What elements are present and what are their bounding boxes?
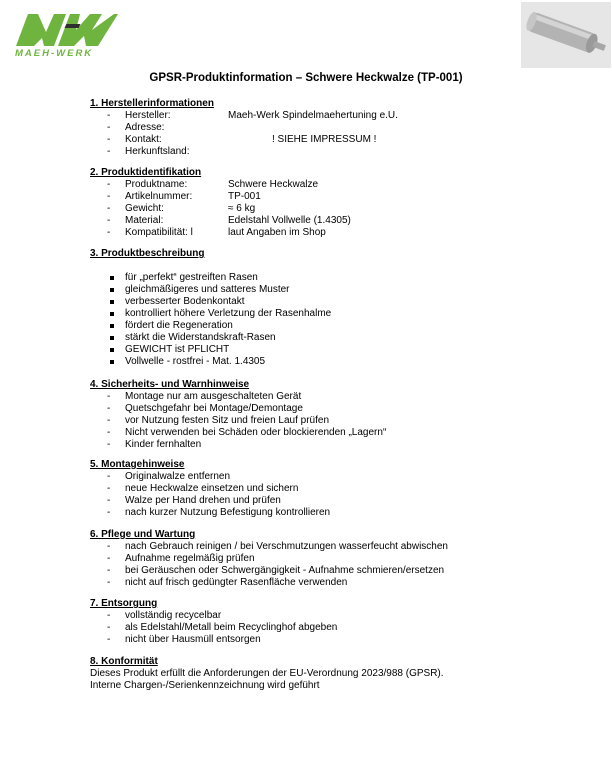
section-care-maintenance — [90, 529, 448, 589]
section-heading: 1. Herstellerinformationen — [90, 98, 214, 109]
row-label: Produktname: — [125, 179, 188, 190]
list-item — [90, 308, 332, 320]
list-item — [90, 356, 266, 368]
list-item-text: Kinder fernhalten — [125, 439, 202, 450]
info-row — [90, 191, 261, 203]
dash: - — [107, 565, 111, 576]
list-item — [90, 471, 231, 483]
list-item-text: für „perfekt“ gestreiften Rasen — [125, 272, 258, 283]
row-label: Herkunftsland: — [125, 146, 190, 157]
dash: - — [107, 495, 111, 506]
section-manufacturer — [90, 98, 398, 158]
info-row — [90, 146, 214, 158]
list-item-text: verbesserter Bodenkontakt — [125, 296, 245, 307]
list-item — [90, 622, 338, 634]
list-item — [90, 391, 302, 403]
dash: - — [107, 122, 111, 133]
info-row — [90, 227, 326, 239]
list-item — [90, 495, 281, 507]
list-item-text: nicht über Hausmüll entsorgen — [125, 634, 261, 645]
list-item — [90, 577, 348, 589]
dash: - — [107, 577, 111, 588]
section-heading: 7. Entsorgung — [90, 598, 158, 609]
info-row — [90, 203, 256, 215]
dash: - — [107, 439, 111, 450]
dash: - — [107, 471, 111, 482]
row-label: Adresse: — [125, 122, 165, 133]
section-conformity — [90, 656, 444, 692]
row-value: ! SIEHE IMPRESSUM ! — [272, 134, 377, 145]
dash: - — [107, 622, 111, 633]
list-item — [90, 320, 233, 332]
conformity-text: Dieses Produkt erfüllt die Anforderungen der EU-Verordnung 2023/988 (GPSR). — [90, 668, 444, 679]
dash: - — [107, 483, 111, 494]
list-item-text: fördert die Regeneration — [125, 320, 233, 331]
dash: - — [107, 179, 111, 190]
list-item-text: kontrolliert höhere Verletzung der Rasenhalme — [125, 308, 332, 319]
list-item-text: Vollwelle - rostfrei - Mat. 1.4305 — [125, 356, 266, 367]
dash: - — [107, 391, 111, 402]
list-item — [90, 634, 261, 646]
list-item-text: gleichmäßigeres und satteres Muster — [125, 284, 290, 295]
list-item-text: Quetschgefahr bei Montage/Demontage — [125, 403, 303, 414]
dash: - — [107, 191, 111, 202]
info-row — [90, 122, 214, 134]
list-item — [90, 296, 245, 308]
dash: - — [107, 146, 111, 157]
section-heading: 5. Montagehinweise — [90, 459, 185, 470]
section-disposal — [90, 598, 338, 646]
section-heading: 4. Sicherheits- und Warnhinweise — [90, 379, 250, 390]
section-product-description — [90, 248, 332, 368]
list-item-text: Walze per Hand drehen und prüfen — [125, 495, 281, 506]
list-item — [90, 403, 303, 415]
row-value: laut Angaben im Shop — [228, 227, 326, 238]
list-item-text: Aufnahme regelmäßig prüfen — [125, 553, 255, 564]
list-item — [90, 483, 299, 495]
row-value: Schwere Heckwalze — [228, 179, 319, 190]
dash: - — [107, 215, 111, 226]
row-value: Edelstahl Vollwelle (1.4305) — [228, 215, 351, 226]
bullet — [110, 288, 114, 292]
row-value: Maeh-Werk Spindelmaehertuning e.U. — [228, 110, 398, 121]
dash: - — [107, 415, 111, 426]
list-item — [90, 427, 387, 439]
list-item — [90, 439, 249, 451]
dash: - — [107, 134, 111, 145]
section-heading: 6. Pflege und Wartung — [90, 529, 196, 540]
bullet — [110, 348, 114, 352]
list-item-text: vollständig recycelbar — [125, 610, 222, 621]
section-installation — [90, 459, 331, 519]
list-item-text: Originalwalze entfernen — [125, 471, 231, 482]
dash: - — [107, 227, 111, 238]
row-label: Kompatibilität: l — [125, 227, 193, 238]
list-item-text: GEWICHT ist PFLICHT — [125, 344, 230, 355]
row-label: Gewicht: — [125, 203, 164, 214]
row-label: Hersteller: — [125, 110, 171, 121]
bullet — [110, 300, 114, 304]
info-row — [90, 134, 377, 146]
list-item — [90, 541, 448, 553]
bullet — [110, 336, 114, 340]
bullet — [110, 276, 114, 280]
row-value: ≈ 6 kg — [228, 203, 256, 214]
conformity-text: Interne Chargen-/Serienkennzeichnung wird geführt — [90, 680, 320, 691]
dash: - — [107, 507, 111, 518]
info-row — [90, 215, 351, 227]
section-heading: 8. Konformität — [90, 656, 158, 667]
dash: - — [107, 610, 111, 621]
bullet — [110, 312, 114, 316]
dash: - — [107, 427, 111, 438]
dash: - — [107, 403, 111, 414]
list-item — [90, 344, 230, 356]
section-product-identification — [90, 167, 351, 239]
list-item-text: nach Gebrauch reinigen / bei Verschmutzungen wasserfeucht abwischen — [125, 541, 448, 552]
list-item — [90, 415, 330, 427]
info-row — [90, 110, 398, 122]
list-item-text: als Edelstahl/Metall beim Recyclinghof abgeben — [125, 622, 338, 633]
dash: - — [107, 634, 111, 645]
dash: - — [107, 541, 111, 552]
row-label: Artikelnummer: — [125, 191, 193, 202]
list-item — [90, 332, 276, 344]
list-item — [90, 284, 290, 296]
section-heading: 3. Produktbeschreibung — [90, 248, 205, 259]
list-item-text: nach kurzer Nutzung Befestigung kontrollieren — [125, 507, 331, 518]
product-photo — [521, 2, 611, 68]
bullet — [110, 324, 114, 328]
row-label: Kontakt: — [125, 134, 162, 145]
list-item — [90, 507, 331, 519]
dash: - — [107, 203, 111, 214]
document-title: GPSR-Produktinformation – Schwere Heckwalze (TP-001) — [149, 72, 463, 84]
row-value: TP-001 — [228, 191, 261, 202]
logo-wordmark: MAEH-WERK — [15, 48, 94, 59]
dash: - — [107, 110, 111, 121]
bullet — [110, 360, 114, 364]
list-item-text: Nicht verwenden bei Schäden oder blockierenden „Lagern“ — [125, 427, 387, 438]
list-item — [90, 565, 445, 577]
list-item — [90, 610, 222, 622]
section-heading: 2. Produktidentifikation — [90, 167, 202, 178]
list-item — [90, 553, 255, 565]
list-item-text: nicht auf frisch gedüngter Rasenfläche verwenden — [125, 577, 348, 588]
list-item-text: neue Heckwalze einsetzen und sichern — [125, 483, 299, 494]
section-safety-warnings — [90, 379, 387, 451]
dash: - — [107, 553, 111, 564]
list-item-text: bei Geräuschen oder Schwergängigkeit - Aufnahme schmieren/ersetzen — [125, 565, 445, 576]
info-row — [90, 179, 319, 191]
list-item-text: stärkt die Widerstandskraft-Rasen — [125, 332, 276, 343]
list-item-text: Montage nur am ausgeschalteten Gerät — [125, 391, 302, 402]
list-item-text: vor Nutzung festen Sitz und freien Lauf prüfen — [125, 415, 330, 426]
row-label: Material: — [125, 215, 164, 226]
list-item — [90, 272, 258, 284]
